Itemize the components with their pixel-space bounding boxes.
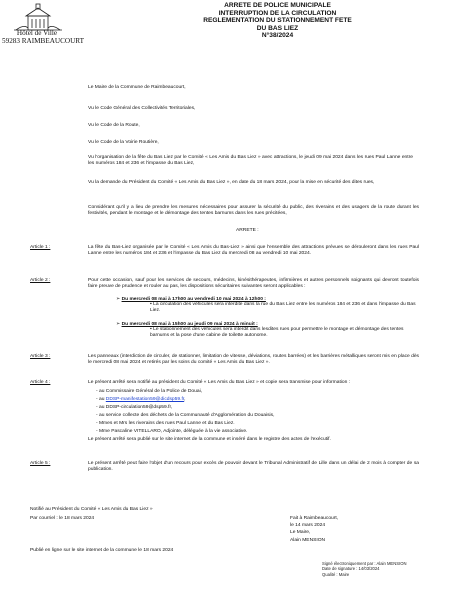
article-4-outro: Le présent arrêté sera publié sur le site internet de la commune et inséré dans le registre des actes de l'exécutif. [88,437,331,442]
arrete-heading: ARRETE : [236,228,259,233]
title-line: ARRETE DE POLICE MUNICIPALE [224,2,331,9]
article-1-text: La fête du Bas-Liez organisée par le Comité « Les Amis du Bas-Liez » ainsi que l'ensemble des attractions prévues se dérouleront dans les rues Paul Lanne entre les numéros 184 et 236 et l'impasse du Bas Liez du mercredi 08 au vendredi 10 mai 2024. [88,245,419,257]
schedule-item-heading: Du mercredi 08 mai à 17h00 au vendredi 10 mai 2024 à 12h00 : [121,297,266,302]
article-4-intro: Le présent arrêté sera notifié au président du Comité « Les Amis du Bas Liez » et copie sera transmise pour information : [88,380,351,385]
bullet-icon: ▪ [150,327,154,332]
vu-line: Vu l'organisation de la fête du Bas Liez par le Comité « Les Amis du Bas Liez » avec attractions, le jeudi 09 mai 2024 dans les rues Paul Lanne entre les numéros 184 et 236 et l'impasse du Bas Liez, [88,155,413,167]
schedule-item-text [150,327,422,339]
recipient-line: - au DDSP-circulation59@dsp59.fr, [96,405,173,410]
article-2-label: Article 2 : [30,278,51,283]
schedule-item-heading: Du mercredi 08 mai à 15h00 au jeudi 09 mai 2024 à minuit : [121,322,258,327]
notification-line: Notifié au Président du Comité « Les Amis du Bas Liez » [30,507,153,512]
article-4-label: Article 4 : [30,380,51,385]
logo-org-name: Hôtel de Ville [16,29,58,37]
esig-quality: Qualité : Maire [322,571,350,577]
email-link[interactable]: DDSP-manifestation59@dicdsp59.fr [105,397,185,402]
signature-role: Le Maire, [290,530,311,536]
mayor-line: Le Maire de la Commune de Raimbeaucourt, [88,85,186,90]
article-3-text: Les panneaux (interdiction de circuler, de stationner, limitation de vitesse, déviations, routes barrées) et les barrières métalliques seront mis en place dès le mercredi 08 mai 2024 et retirés par les soins du comité « Les Amis du Bas Liez ». [88,354,419,366]
vu-line: Vu le Code Général des Collectivités Territoriales, [88,106,196,111]
arrow-right-icon: ➢ [116,296,121,302]
recipient-line: - au service collecte des déchets de la Communauté d'Agglomération du Douaisis, [96,413,275,418]
article-1-label: Article 1 : [30,245,51,250]
vu-line: Vu le Code de la Route, [88,123,140,128]
article-3-label: Article 3 : [30,354,51,359]
signature-place: Fait à Raimbeaucourt, [290,516,339,521]
article-5-text: Le présent arrêté peut faire l'objet d'un recours pour excès de pouvoir devant le Tribunal Administratif de Lille dans un délai de 2 mois à compter de sa publication. [88,461,419,473]
decree-title [190,2,365,40]
electronic-signature [322,561,407,577]
bullet-icon: ▪ [150,302,154,307]
signature-date: le 14 mars 2024 [290,523,326,529]
schedule-item-text [150,302,422,314]
article-2-text: Pour cette occasion, sauf pour les services de secours, médecins, kinésithérapeutes, infirmières et autres personnels soignants qui devront toutefois faire preuve de prudence et rouler au pas, les dispositions sécuritaires suivantes seront applicables : [88,278,419,290]
signature-block [290,515,338,544]
arrow-right-icon: ➢ [116,321,121,327]
decree-number: N°38/2024 [261,32,294,40]
title-line: REGLEMENTATION DU STATIONNEMENT FETE [203,17,352,25]
considerant-paragraph: Considérant qu'il y a lieu de prendre les mesures nécessaires pour assurer la sécurité du public, des riverains et des usagers de la route durant les festivités, pendant le montage et le démontage des tentes barnums dans les rues précitées, [88,205,419,217]
article-5-label: Article 5 : [30,461,51,466]
notification-date: Par courriel : le 18 mars 2024 [30,516,95,521]
recipient-line: - Mme Pascaline VITELLARO, Adjointe, déléguée à la vie associative. [96,429,248,434]
recipient-line: - au DDSP-manifestation59@dicdsp59.fr, [96,397,186,402]
logo-city-name: 59283 RAIMBEAUCOURT [2,37,85,45]
esig-date: Date de signature : 14/03/2024 [322,566,380,572]
publication-line: Publié en ligne sur le site internet de la commune le 18 mars 2024 [30,548,174,553]
vu-line: Vu la demande du Président du Comité « Les Amis du Bas Liez », en date du 18 mars 2024, pour la mise en sécurité des dites rues, [88,180,375,185]
signature-name: Alain MENSION [290,537,326,543]
schedule-item-body: Le stationnement des véhicules sera interdit dans lesdites rues pour permettre le montage et démontage des tentes barnums et la pose d'une cabine de toilette autonome. [150,327,404,339]
esig-signer: Signé électroniquement par : Alain MENSION [322,561,407,566]
vu-line: Vu le Code de la Voirie Routière, [88,140,159,145]
title-line: DU BAS LIEZ [256,24,299,32]
recipient-line: - Mmes et Mrs les riverains des rues Paul Lanne et du Bas Liez. [96,421,235,426]
recipient-line: - au Commissaire Général de la Police de Douai, [96,389,203,394]
title-line: INTERRUPTION DE LA CIRCULATION [218,9,337,17]
schedule-item-body: La circulation des véhicules sera interdite dans la rue du Bas Liez entre les numéros 184 et 236 et dans l'impasse du Bas Liez. [150,302,416,314]
